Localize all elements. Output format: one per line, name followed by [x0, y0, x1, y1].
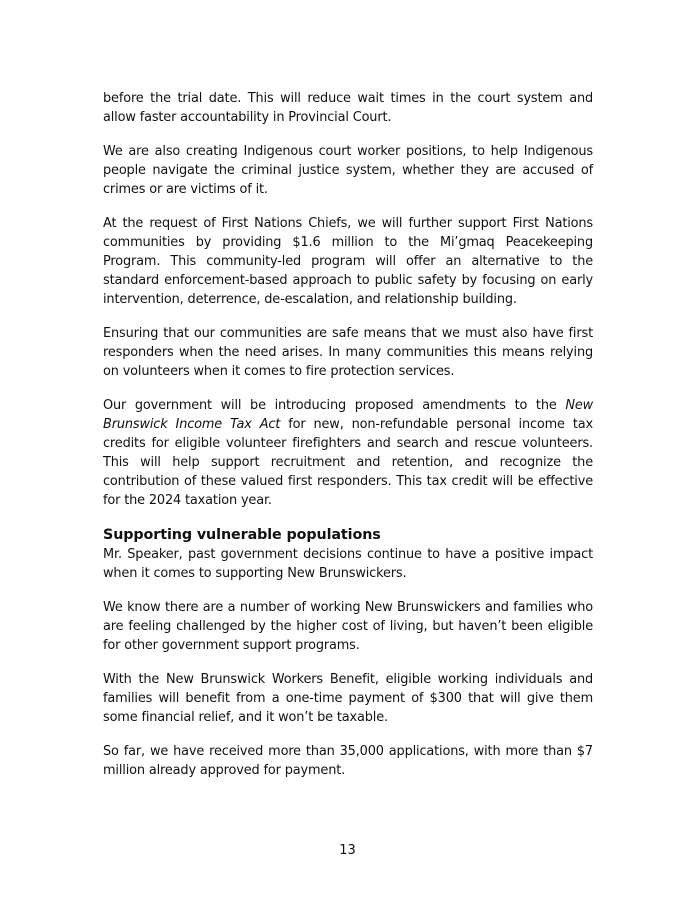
- tax-credit-text-before: Our government will be introducing proposed amendments to the: [103, 398, 566, 413]
- paragraph-speaker: Mr. Speaker, past government decisions continue to have a positive impact when it comes to supporting New Brunswickers.: [103, 547, 593, 581]
- tax-credit-text-after: for new, non-refundable personal income tax credits for eligible volunteer firefighters and search and rescue volunteers. This will help support recruitment and retention, and recognize the contribution of these valued first responders. This tax credit will be effective for the 2024 taxation year.: [103, 417, 593, 508]
- paragraph-peacekeeping: At the request of First Nations Chiefs, we will further support First Nations communities by providing $1.6 million to the Mi’gmaq Peacekeeping Program. This community-led program will offer an alternative to the standard enforcement-based approach to public safety by focusing on early intervention, deterrence, de-escalation, and relationship building.: [103, 216, 593, 307]
- section-heading: Supporting vulnerable populations: [103, 527, 381, 543]
- paragraph-workers-benefit: With the New Brunswick Workers Benefit, eligible working individuals and families will benefit from a one-time payment of $300 that will give them some financial relief, and it won’t be taxable.: [103, 672, 593, 725]
- document-body: [103, 89, 593, 795]
- paragraph-court-workers: We are also creating Indigenous court worker positions, to help Indigenous people navigate the criminal justice system, whether they are accused of crimes or are victims of it.: [103, 144, 593, 197]
- act-title: New Brunswick Income Tax Act: [103, 398, 593, 432]
- paragraph-cost-of-living: We know there are a number of working New Brunswickers and families who are feeling challenged by the higher cost of living, but haven’t been eligible for other government support programs.: [103, 600, 593, 653]
- page-number: 13: [339, 843, 356, 858]
- paragraph-trial-date: before the trial date. This will reduce wait times in the court system and allow faster accountability in Provincial Court.: [103, 91, 593, 125]
- paragraph-first-responders: Ensuring that our communities are safe means that we must also have first responders when the need arises. In many communities this means relying on volunteers when it comes to fire protection services.: [103, 326, 593, 379]
- paragraph-tax-credit: [103, 396, 593, 510]
- paragraph-applications: So far, we have received more than 35,000 applications, with more than $7 million already approved for payment.: [103, 744, 593, 778]
